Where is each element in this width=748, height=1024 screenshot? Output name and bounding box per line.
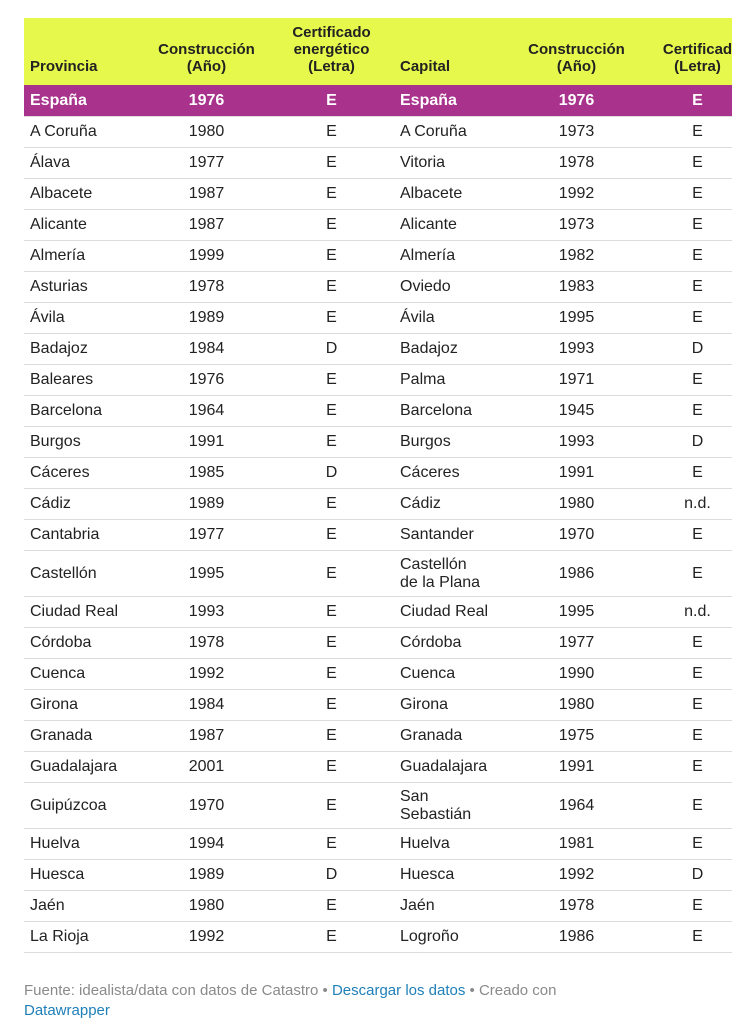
cell-construccion-provincia: 1987 bbox=[144, 179, 269, 210]
cell-certificado-capital: D bbox=[639, 334, 732, 365]
cell-certificado-capital: E bbox=[639, 551, 732, 597]
cell-construccion-capital: 1977 bbox=[514, 628, 639, 659]
cell-certificado-capital: D bbox=[639, 860, 732, 891]
cell-capital: Barcelona bbox=[394, 396, 514, 427]
datawrapper-link[interactable]: Datawrapper bbox=[24, 1002, 110, 1019]
header-certificado-provincia[interactable]: Certificado energético (Letra) bbox=[269, 18, 394, 85]
cell-provincia: Álava bbox=[24, 148, 144, 179]
cell-certificado-capital: E bbox=[639, 829, 732, 860]
cell-certificado-provincia: E bbox=[269, 85, 394, 117]
table-row bbox=[24, 783, 732, 829]
cell-certificado-capital: E bbox=[639, 721, 732, 752]
cell-provincia: Huesca bbox=[24, 860, 144, 891]
cell-construccion-capital: 1992 bbox=[514, 179, 639, 210]
cell-construccion-capital: 1975 bbox=[514, 721, 639, 752]
cell-construccion-capital: 1991 bbox=[514, 458, 639, 489]
cell-capital-line: San bbox=[400, 787, 429, 805]
cell-capital: Cuenca bbox=[394, 659, 514, 690]
cell-construccion-provincia: 1992 bbox=[144, 922, 269, 953]
cell-capital bbox=[394, 783, 514, 829]
data-table-container bbox=[24, 18, 732, 953]
cell-certificado-provincia: E bbox=[269, 365, 394, 396]
cell-capital: Vitoria bbox=[394, 148, 514, 179]
cell-capital: Albacete bbox=[394, 179, 514, 210]
cell-certificado-capital: E bbox=[639, 628, 732, 659]
cell-construccion-capital: 1983 bbox=[514, 272, 639, 303]
cell-capital: Huesca bbox=[394, 860, 514, 891]
cell-capital-line: de la Plana bbox=[400, 573, 481, 591]
cell-construccion-provincia: 1964 bbox=[144, 396, 269, 427]
cell-provincia: Cádiz bbox=[24, 489, 144, 520]
cell-capital: Granada bbox=[394, 721, 514, 752]
cell-construccion-capital: 1973 bbox=[514, 117, 639, 148]
cell-capital: Palma bbox=[394, 365, 514, 396]
cell-construccion-capital: 1981 bbox=[514, 829, 639, 860]
cell-certificado-capital: E bbox=[639, 117, 732, 148]
table-row bbox=[24, 148, 732, 179]
cell-capital: Almería bbox=[394, 241, 514, 272]
cell-certificado-capital: n.d. bbox=[639, 597, 732, 628]
cell-construccion-capital: 1982 bbox=[514, 241, 639, 272]
cell-capital-line: Sebastián bbox=[400, 805, 472, 823]
cell-construccion-provincia: 1980 bbox=[144, 891, 269, 922]
cell-certificado-provincia: E bbox=[269, 520, 394, 551]
header-construccion-provincia[interactable]: Construcción (Año) bbox=[144, 18, 269, 85]
cell-certificado-capital: E bbox=[639, 659, 732, 690]
cell-certificado-provincia: E bbox=[269, 427, 394, 458]
table-row bbox=[24, 628, 732, 659]
cell-construccion-provincia: 1995 bbox=[144, 551, 269, 597]
cell-certificado-provincia: E bbox=[269, 551, 394, 597]
cell-construccion-provincia: 1970 bbox=[144, 783, 269, 829]
cell-certificado-provincia: E bbox=[269, 659, 394, 690]
cell-certificado-capital: E bbox=[639, 922, 732, 953]
cell-capital: Ávila bbox=[394, 303, 514, 334]
cell-certificado-provincia: E bbox=[269, 396, 394, 427]
cell-capital: Logroño bbox=[394, 922, 514, 953]
table-row bbox=[24, 597, 732, 628]
cell-certificado-capital: E bbox=[639, 891, 732, 922]
cell-certificado-capital: E bbox=[639, 272, 732, 303]
cell-provincia: Castellón bbox=[24, 551, 144, 597]
cell-certificado-capital: D bbox=[639, 427, 732, 458]
cell-certificado-provincia: D bbox=[269, 334, 394, 365]
cell-provincia: Baleares bbox=[24, 365, 144, 396]
table-row bbox=[24, 752, 732, 783]
cell-construccion-provincia: 1976 bbox=[144, 85, 269, 117]
cell-capital: Ciudad Real bbox=[394, 597, 514, 628]
cell-construccion-capital: 1993 bbox=[514, 334, 639, 365]
header-provincia[interactable]: Provincia bbox=[24, 18, 144, 85]
cell-construccion-provincia: 1991 bbox=[144, 427, 269, 458]
cell-certificado-capital: E bbox=[639, 365, 732, 396]
cell-construccion-capital: 1980 bbox=[514, 489, 639, 520]
cell-construccion-capital: 1945 bbox=[514, 396, 639, 427]
cell-capital: Alicante bbox=[394, 210, 514, 241]
cell-capital: A Coruña bbox=[394, 117, 514, 148]
cell-construccion-capital: 1980 bbox=[514, 690, 639, 721]
separator: • bbox=[318, 982, 332, 999]
table-row-highlight bbox=[24, 85, 732, 117]
cell-construccion-capital: 1986 bbox=[514, 922, 639, 953]
cell-certificado-provincia: E bbox=[269, 210, 394, 241]
table-row bbox=[24, 489, 732, 520]
cell-construccion-capital: 1990 bbox=[514, 659, 639, 690]
cell-provincia: Ciudad Real bbox=[24, 597, 144, 628]
table-row bbox=[24, 210, 732, 241]
cell-construccion-provincia: 1984 bbox=[144, 690, 269, 721]
cell-construccion-provincia: 1999 bbox=[144, 241, 269, 272]
cell-construccion-capital: 1964 bbox=[514, 783, 639, 829]
cell-certificado-provincia: E bbox=[269, 148, 394, 179]
table-row bbox=[24, 551, 732, 597]
table-row bbox=[24, 241, 732, 272]
cell-construccion-provincia: 1992 bbox=[144, 659, 269, 690]
cell-certificado-provincia: E bbox=[269, 721, 394, 752]
cell-certificado-capital: E bbox=[639, 520, 732, 551]
cell-capital bbox=[394, 551, 514, 597]
cell-certificado-capital: E bbox=[639, 85, 732, 117]
cell-certificado-provincia: E bbox=[269, 628, 394, 659]
cell-capital: Badajoz bbox=[394, 334, 514, 365]
cell-certificado-provincia: E bbox=[269, 891, 394, 922]
cell-provincia: La Rioja bbox=[24, 922, 144, 953]
cell-provincia: Asturias bbox=[24, 272, 144, 303]
cell-certificado-capital: E bbox=[639, 752, 732, 783]
cell-certificado-provincia: E bbox=[269, 117, 394, 148]
cell-certificado-provincia: E bbox=[269, 489, 394, 520]
cell-certificado-provincia: E bbox=[269, 179, 394, 210]
cell-provincia: Córdoba bbox=[24, 628, 144, 659]
table-row bbox=[24, 721, 732, 752]
cell-capital: Girona bbox=[394, 690, 514, 721]
cell-provincia: Granada bbox=[24, 721, 144, 752]
table-row bbox=[24, 365, 732, 396]
cell-provincia: Cantabria bbox=[24, 520, 144, 551]
cell-construccion-capital: 1986 bbox=[514, 551, 639, 597]
table-row bbox=[24, 427, 732, 458]
cell-construccion-provincia: 1977 bbox=[144, 520, 269, 551]
cell-construccion-capital: 1992 bbox=[514, 860, 639, 891]
cell-certificado-provincia: D bbox=[269, 458, 394, 489]
cell-construccion-capital: 1973 bbox=[514, 210, 639, 241]
cell-capital: Guadalajara bbox=[394, 752, 514, 783]
cell-construccion-provincia: 1993 bbox=[144, 597, 269, 628]
cell-construccion-provincia: 1987 bbox=[144, 210, 269, 241]
cell-capital-line: Castellón bbox=[400, 555, 467, 573]
table-row bbox=[24, 117, 732, 148]
cell-construccion-provincia: 1989 bbox=[144, 303, 269, 334]
cell-construccion-capital: 1970 bbox=[514, 520, 639, 551]
cell-provincia: Ávila bbox=[24, 303, 144, 334]
cell-certificado-capital: E bbox=[639, 783, 732, 829]
cell-construccion-provincia: 1989 bbox=[144, 489, 269, 520]
table-row bbox=[24, 303, 732, 334]
cell-provincia: Guipúzcoa bbox=[24, 783, 144, 829]
cell-provincia: Badajoz bbox=[24, 334, 144, 365]
header-construccion-capital[interactable]: Construcción (Año) bbox=[514, 18, 639, 85]
cell-provincia: Cáceres bbox=[24, 458, 144, 489]
cell-provincia: Almería bbox=[24, 241, 144, 272]
cell-capital: Córdoba bbox=[394, 628, 514, 659]
table-row bbox=[24, 922, 732, 953]
cell-construccion-capital: 1995 bbox=[514, 597, 639, 628]
cell-construccion-capital: 1971 bbox=[514, 365, 639, 396]
download-data-link[interactable]: Descargar los datos bbox=[331, 982, 466, 999]
cell-certificado-provincia: E bbox=[269, 241, 394, 272]
cell-certificado-provincia: E bbox=[269, 829, 394, 860]
cell-capital: Cádiz bbox=[394, 489, 514, 520]
cell-certificado-provincia: E bbox=[269, 922, 394, 953]
cell-capital: Huelva bbox=[394, 829, 514, 860]
cell-provincia: Barcelona bbox=[24, 396, 144, 427]
cell-construccion-provincia: 1984 bbox=[144, 334, 269, 365]
cell-certificado-provincia: E bbox=[269, 783, 394, 829]
cell-certificado-provincia: E bbox=[269, 303, 394, 334]
cell-capital: España bbox=[394, 85, 514, 117]
table-row bbox=[24, 458, 732, 489]
cell-certificado-capital: n.d. bbox=[639, 489, 732, 520]
table-row bbox=[24, 829, 732, 860]
separator: • Creado con bbox=[465, 982, 557, 999]
cell-certificado-capital: E bbox=[639, 458, 732, 489]
cell-certificado-capital: E bbox=[639, 303, 732, 334]
cell-construccion-provincia: 1985 bbox=[144, 458, 269, 489]
data-table bbox=[24, 18, 732, 953]
cell-construccion-provincia: 2001 bbox=[144, 752, 269, 783]
cell-capital: Cáceres bbox=[394, 458, 514, 489]
cell-provincia: Girona bbox=[24, 690, 144, 721]
table-row bbox=[24, 272, 732, 303]
cell-construccion-capital: 1978 bbox=[514, 891, 639, 922]
cell-provincia: Albacete bbox=[24, 179, 144, 210]
cell-construccion-provincia: 1978 bbox=[144, 628, 269, 659]
cell-provincia: Huelva bbox=[24, 829, 144, 860]
cell-certificado-capital: E bbox=[639, 210, 732, 241]
cell-construccion-capital: 1978 bbox=[514, 148, 639, 179]
cell-certificado-capital: E bbox=[639, 148, 732, 179]
header-certificado-capital[interactable]: Certificad (Letra) bbox=[639, 18, 732, 85]
cell-capital: Burgos bbox=[394, 427, 514, 458]
cell-provincia: A Coruña bbox=[24, 117, 144, 148]
cell-construccion-capital: 1995 bbox=[514, 303, 639, 334]
cell-capital: Oviedo bbox=[394, 272, 514, 303]
cell-certificado-provincia: D bbox=[269, 860, 394, 891]
table-row bbox=[24, 690, 732, 721]
cell-construccion-capital: 1991 bbox=[514, 752, 639, 783]
table-row bbox=[24, 179, 732, 210]
table-row bbox=[24, 520, 732, 551]
cell-construccion-provincia: 1994 bbox=[144, 829, 269, 860]
cell-construccion-provincia: 1987 bbox=[144, 721, 269, 752]
cell-provincia: Burgos bbox=[24, 427, 144, 458]
cell-certificado-capital: E bbox=[639, 690, 732, 721]
table-row bbox=[24, 659, 732, 690]
cell-construccion-provincia: 1976 bbox=[144, 365, 269, 396]
cell-certificado-capital: E bbox=[639, 396, 732, 427]
table-row bbox=[24, 891, 732, 922]
cell-construccion-capital: 1976 bbox=[514, 85, 639, 117]
table-row bbox=[24, 396, 732, 427]
table-row bbox=[24, 334, 732, 365]
cell-construccion-provincia: 1978 bbox=[144, 272, 269, 303]
cell-certificado-capital: E bbox=[639, 241, 732, 272]
cell-certificado-provincia: E bbox=[269, 597, 394, 628]
cell-certificado-capital: E bbox=[639, 179, 732, 210]
footer-notes bbox=[24, 981, 724, 1021]
table-row bbox=[24, 860, 732, 891]
cell-construccion-provincia: 1989 bbox=[144, 860, 269, 891]
cell-capital: Jaén bbox=[394, 891, 514, 922]
cell-certificado-provincia: E bbox=[269, 690, 394, 721]
cell-provincia: España bbox=[24, 85, 144, 117]
cell-certificado-provincia: E bbox=[269, 752, 394, 783]
cell-provincia: Alicante bbox=[24, 210, 144, 241]
cell-provincia: Guadalajara bbox=[24, 752, 144, 783]
cell-provincia: Cuenca bbox=[24, 659, 144, 690]
header-row bbox=[24, 18, 732, 85]
cell-construccion-capital: 1993 bbox=[514, 427, 639, 458]
cell-provincia: Jaén bbox=[24, 891, 144, 922]
cell-capital: Santander bbox=[394, 520, 514, 551]
source-text: Fuente: idealista/data con datos de Catastro bbox=[24, 982, 319, 999]
cell-construccion-provincia: 1980 bbox=[144, 117, 269, 148]
header-capital[interactable]: Capital bbox=[394, 18, 514, 85]
cell-certificado-provincia: E bbox=[269, 272, 394, 303]
cell-construccion-provincia: 1977 bbox=[144, 148, 269, 179]
